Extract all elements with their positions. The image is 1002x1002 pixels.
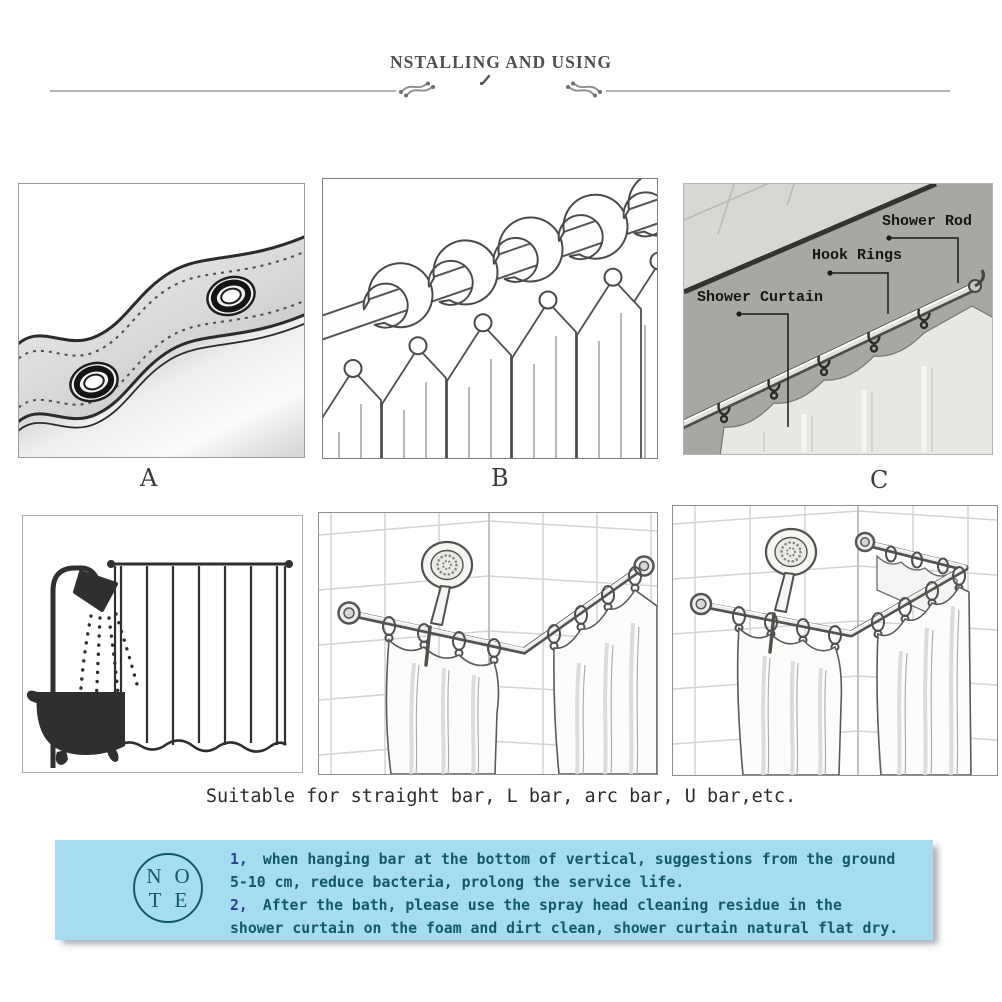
curtain-pleats-icon [115,566,285,747]
note-item-1 [230,848,950,894]
divider-center-mark-icon [478,72,494,86]
note-item-number: 2, [230,897,248,914]
label-hook-rings: Hook Rings [812,247,903,264]
note-logo [133,853,203,923]
panel-c-labeled-photo [683,183,993,455]
bathtub-icon [27,691,125,765]
panel-d-bathtub-scene [22,515,303,773]
panel-e-corner-rod-scene [318,512,658,775]
page-title: NSTALLING AND USING [390,52,612,72]
panel-b-hooks-on-rod [322,178,658,459]
shower-head-icon [75,572,116,610]
note-logo-letter: O [174,864,190,888]
panel-label-c: C [870,466,889,494]
bathtub-shower-drawing-icon [23,516,302,772]
note-item-2 [230,894,950,940]
corner-rod-drawing-icon [319,513,657,774]
grommet-curtain-drawing-icon [19,184,304,457]
panel-label-a: A [140,464,158,492]
divider-ornament-left-icon [396,79,448,99]
note-text [230,848,950,940]
label-shower-rod: Shower Rod [882,213,973,230]
note-item-line: After the bath, please use the spray head cleaning residue in the [262,897,842,914]
divider-line-left [50,90,396,92]
divider-line-right [606,90,950,92]
divider-ornament-right-icon [553,79,605,99]
note-item-line: when hanging bar at the bottom of vertical, suggestions from the ground [262,851,896,868]
hooks-rod-drawing-icon [323,179,657,458]
note-logo-letter: E [174,888,188,912]
note-logo-letter: T [148,888,162,912]
panel-a-grommet-detail [18,183,305,458]
note-box [55,840,933,940]
suitable-text: Suitable for straight bar, L bar, arc bar, U bar,etc. [205,786,797,807]
u-rod-drawing-icon [673,506,997,775]
note-item-line: 5-10 cm, reduce bacteria, prolong the service life. [230,874,685,891]
note-item-number: 1, [230,851,248,868]
panel-f-u-rod-scene [672,505,998,776]
label-shower-curtain: Shower Curtain [697,289,824,306]
note-logo-letter: N [146,864,162,888]
note-item-line: shower curtain on the foam and dirt clean, shower curtain natural flat dry. [230,920,899,937]
panel-label-b: B [491,464,509,492]
